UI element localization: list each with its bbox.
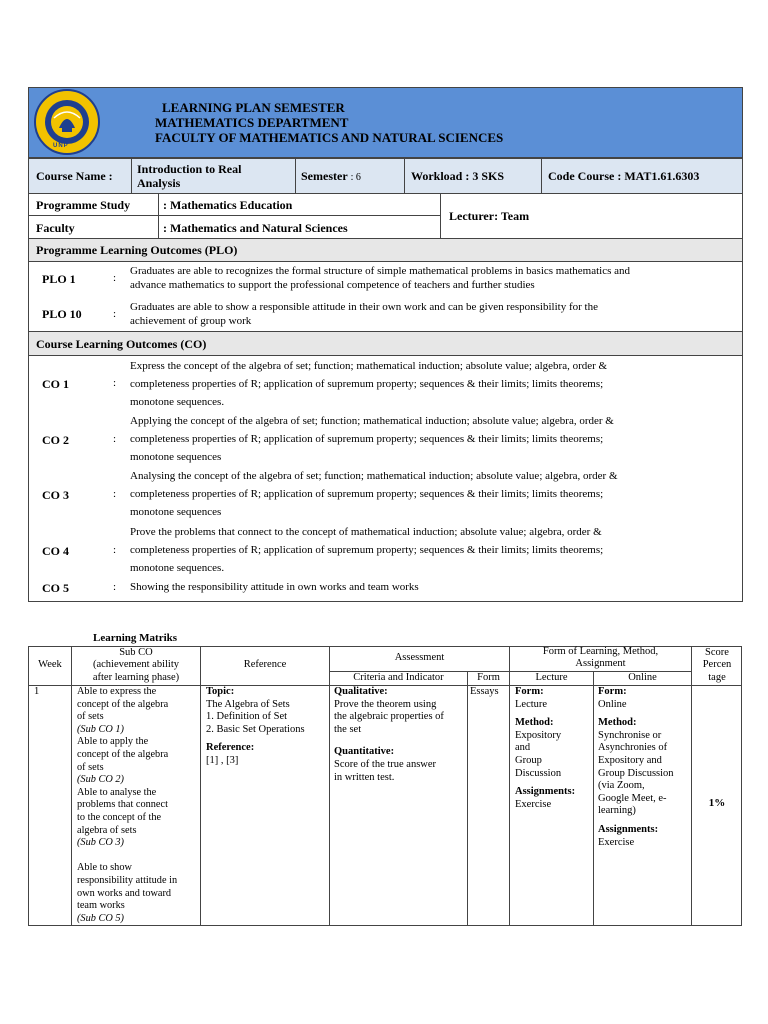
semester	[301, 169, 361, 185]
co-text-line: Applying the concept of the algebra of set; function; mathematical induction; absolute value; algebra, order &	[130, 415, 614, 427]
qualitative-line: Prove the theorem using	[334, 698, 437, 710]
co-text-line: monotone sequences.	[130, 562, 225, 574]
co-code: CO 4	[42, 544, 69, 558]
co-colon: :	[113, 488, 117, 500]
co-text-line: completeness properties of R; application of supremum property; sequences & their limits; limits theorems;	[130, 433, 604, 445]
row-reference	[206, 686, 328, 768]
header-reference: Reference	[243, 659, 287, 670]
header-line-1: LEARNING PLAN SEMESTER	[162, 100, 345, 115]
lecture-method-line: Discussion	[515, 767, 562, 779]
lecture-method-line: Group	[515, 754, 542, 766]
subco-line: problems that connect	[77, 799, 168, 811]
co-text-line: completeness properties of R; application of supremum property; sequences & their limits; limits theorems;	[130, 378, 604, 390]
lecture-assign-value: Exercise	[515, 798, 552, 810]
row-form: Essays	[470, 686, 499, 697]
row-week: 1	[34, 686, 40, 697]
co-text-line: Showing the responsibility attitude in own works and team works	[130, 581, 419, 593]
subco-line: concept of the algebra	[77, 748, 169, 760]
reference-label: Reference:	[206, 742, 255, 754]
faculty-label: Faculty	[36, 221, 75, 235]
co-code: CO 2	[42, 433, 69, 447]
header-fol-1: Form of Learning, Method,	[542, 646, 659, 657]
co-colon: :	[113, 377, 117, 389]
reference-value: [1] , [3]	[206, 754, 239, 766]
workload: Workload : 3 SKS	[411, 169, 505, 183]
online-method-label: Method:	[598, 717, 637, 729]
subco-line: to the concept of the	[77, 811, 162, 823]
subco-line: concept of the algebra	[77, 698, 169, 710]
subco-line	[77, 850, 199, 863]
lecture-method-line: and	[515, 742, 531, 754]
course-code: Code Course : MAT1.61.6303	[548, 169, 700, 183]
subco-line: Able to show	[77, 862, 132, 874]
course-name-label: Course Name :	[36, 169, 113, 183]
header-subco-2: (achievement ability	[92, 659, 179, 670]
semester-label: Semester	[301, 169, 348, 183]
lecture-assign-label: Assignments:	[515, 786, 576, 798]
online-method-line: Asynchronies of	[598, 742, 668, 754]
qualitative-line: the set	[334, 723, 362, 735]
plo-colon: :	[113, 308, 117, 320]
programme-faculty-block	[28, 193, 743, 239]
plo-text-line: Graduates are able to show a responsible attitude in their own work and can be given responsibility for the	[130, 301, 598, 313]
subco-line: algebra of sets	[77, 824, 137, 836]
programme-value: : Mathematics Education	[163, 198, 293, 212]
plo-code: PLO 10	[42, 307, 82, 321]
subco-line: (Sub CO 1)	[77, 723, 124, 735]
online-form-value: Online	[598, 698, 627, 710]
lecturer: Lecturer: Team	[449, 209, 530, 223]
lecture-form-value: Lecture	[515, 698, 548, 710]
online-method-line: Expository and	[598, 754, 662, 766]
online-method-line: Group Discussion	[598, 767, 674, 779]
row-online	[598, 686, 690, 849]
subco-line: team works	[77, 900, 125, 912]
co-text-line: Analysing the concept of the algebra of set; function; mathematical induction; absolute value; algebra, order &	[130, 470, 618, 482]
subco-line: of sets	[77, 761, 104, 773]
topic-label: Topic:	[206, 686, 235, 697]
plo-title: Programme Learning Outcomes (PLO)	[36, 243, 238, 257]
header-week: Week	[38, 659, 62, 670]
co-code: CO 5	[42, 581, 69, 595]
header-lecture: Lecture	[535, 672, 568, 683]
header-score-3: tage	[708, 672, 726, 683]
online-assign-value: Exercise	[598, 836, 635, 848]
header-form: Form	[477, 672, 500, 683]
header-criteria: Criteria and Indicator	[353, 672, 444, 683]
quantitative-line: Score of the true answer	[334, 758, 437, 770]
co-text-line: monotone sequences	[130, 451, 222, 463]
header-subco-3: after learning phase)	[92, 672, 180, 683]
subco-line: Able to express the	[77, 686, 157, 697]
subco-line: responsibility attitude in	[77, 874, 178, 886]
row-score: 1%	[708, 797, 726, 809]
subco-line: own works and toward	[77, 887, 172, 899]
subco-line: Able to analyse the	[77, 786, 157, 798]
co-text-line: Prove the problems that connect to the concept of mathematical induction; absolute value; algebra, order &	[130, 526, 602, 538]
subco-line: (Sub CO 5)	[77, 912, 124, 924]
online-method-line: Synchronise or	[598, 729, 662, 741]
co-code: CO 1	[42, 377, 69, 391]
topic-line: 1. Definition of Set	[206, 711, 288, 723]
co-text-line: completeness properties of R; application of supremum property; sequences & their limits; limits theorems;	[130, 488, 604, 500]
quantitative-line: in written test.	[334, 771, 395, 783]
co-colon: :	[113, 544, 117, 556]
qualitative-line: the algebraic properties of	[334, 711, 444, 723]
co-code: CO 3	[42, 488, 69, 502]
quantitative-label: Quantitative:	[334, 746, 395, 758]
plo-code: PLO 1	[42, 272, 76, 286]
lecture-form-label: Form:	[515, 686, 544, 697]
matrix-title: Learning Matriks	[93, 632, 178, 644]
subco-line: (Sub CO 3)	[77, 837, 124, 849]
online-method-line: (via Zoom,	[598, 780, 645, 792]
co-text-line: Express the concept of the algebra of set; function; mathematical induction; absolute value; algebra, order &	[130, 360, 608, 372]
co-text-line: monotone sequences.	[130, 396, 225, 408]
co-title: Course Learning Outcomes (CO)	[36, 337, 207, 351]
online-form-label: Form:	[598, 686, 627, 697]
row-criteria	[334, 686, 466, 784]
online-method-line: learning)	[598, 805, 636, 817]
co-colon: :	[113, 581, 117, 593]
subco-line: (Sub CO 2)	[77, 774, 124, 786]
header-line-2: MATHEMATICS DEPARTMENT	[155, 115, 349, 130]
co-colon: :	[113, 433, 117, 445]
lecture-method-label: Method:	[515, 717, 554, 729]
course-name-value-2: Analysis	[137, 176, 181, 190]
row-subco	[77, 686, 199, 925]
logo-text-bottom: UNP	[53, 143, 69, 149]
co-text-line: monotone sequences	[130, 506, 222, 518]
topic-line: 2. Basic Set Operations	[206, 723, 305, 735]
programme-label: Programme Study	[36, 198, 131, 212]
plo-text-line: advance mathematics to support the professional competence of teachers and further studies	[130, 279, 535, 291]
header-line-3: FACULTY OF MATHEMATICS AND NATURAL SCIENCES	[155, 130, 504, 145]
plo-text-line: Graduates are able to recognizes the formal structure of simple mathematical problems in basics mathematics and	[130, 265, 631, 277]
header-score-2: Percen	[702, 659, 732, 670]
header-assessment: Assessment	[394, 652, 445, 663]
header-online: Online	[628, 672, 657, 683]
header-score-1: Score	[705, 647, 729, 658]
qualitative-label: Qualitative:	[334, 686, 388, 697]
header-fol-2: Assignment	[575, 658, 626, 669]
online-assign-label: Assignments:	[598, 823, 659, 835]
row-lecture	[515, 686, 592, 811]
subco-line: Able to apply the	[77, 736, 149, 748]
topic-line: The Algebra of Sets	[206, 698, 290, 710]
co-text-line: completeness properties of R; application of supremum property; sequences & their limits; limits theorems;	[130, 544, 604, 556]
subco-line: of sets	[77, 711, 104, 723]
header-banner	[28, 87, 743, 158]
lecture-method-line: Expository	[515, 729, 562, 741]
online-method-line: Google Meet, e-	[598, 792, 667, 804]
plo-text-line: achievement of group work	[130, 315, 252, 327]
semester-value: : 6	[350, 172, 361, 183]
plo-colon: :	[113, 272, 117, 284]
header-subco-1: Sub CO	[119, 647, 153, 658]
faculty-value: : Mathematics and Natural Sciences	[163, 221, 348, 235]
course-name-value-1: Introduction to Real	[137, 162, 242, 176]
